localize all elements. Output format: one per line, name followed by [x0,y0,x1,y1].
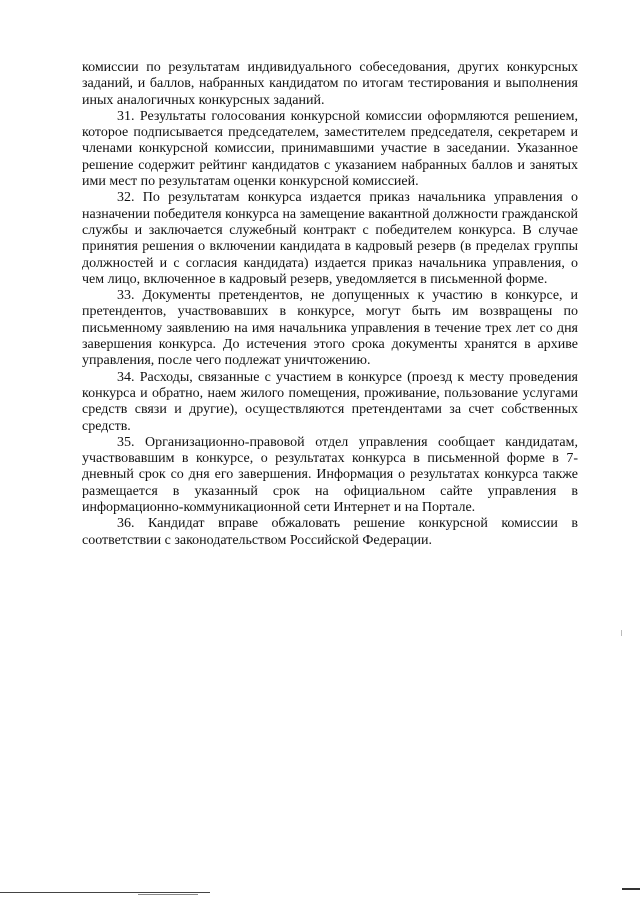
paragraph-35: 35. Организационно-правовой отдел управления сообщает кандидатам, участвовавшим в конкурсе, о результатах конкурса в письменной форме в 7-дневный срок со дня его завершения. Информация о результатах конкурса также размещается в указанный срок на официальном сайте управления в информационно-коммуникационной сети Интернет и на Портале. [82,434,578,516]
paragraph-34: 34. Расходы, связанные с участием в конкурсе (проезд к месту проведения конкурса и обратно, наем жилого помещения, проживание, пользование услугами средств связи и другие), осуществляются претендентами за счет собственных средств. [82,369,578,434]
footer-rule [0,892,210,893]
paragraph-32: 32. По результатам конкурса издается приказ начальника управления о назначении победителя конкурса на замещение вакантной должности гражданской службы и заключается служебный контракт с победителем конкурса. В случае принятия решения о включении кандидата в кадровый резерв (в пределах группы должностей и с согласия кандидата) издается приказ начальника управления, о чем лицо, включенное в кадровый резерв, уведомляется в письменной форме. [82,190,578,287]
paragraph-continuation: комиссии по результатам индивидуального собеседования, других конкурсных заданий, и баллов, набранных кандидатом по итогам тестирования и выполнения иных аналогичных конкурсных заданий. [82,60,578,108]
paragraph-33: 33. Документы претендентов, не допущенных к участию в конкурсе, и претендентов, участвовавших в конкурсе, могут быть им возвращены по письменному заявлению на имя начальника управления в течение трех лет со дня завершения конкурса. До истечения этого срока документы хранятся в архиве управления, после чего подлежат уничтожению. [82,288,578,369]
page-edge-mark [622,888,640,890]
footer-rule-secondary [138,894,198,895]
paragraph-36: 36. Кандидат вправе обжаловать решение конкурсной комиссии в соответствии с законодательством Российской Федерации. [82,516,578,548]
paragraph-31: 31. Результаты голосования конкурсной комиссии оформляются решением, которое подписывается председателем, заместителем председателя, секретарем и членами конкурсной комиссии, принимавшими участие в заседании. Указанное решение содержит рейтинг кандидатов с указанием набранных баллов и занятых ими мест по результатам оценки конкурсной комиссией. [82,108,578,190]
document-body [82,60,578,549]
scan-speck [621,630,622,636]
